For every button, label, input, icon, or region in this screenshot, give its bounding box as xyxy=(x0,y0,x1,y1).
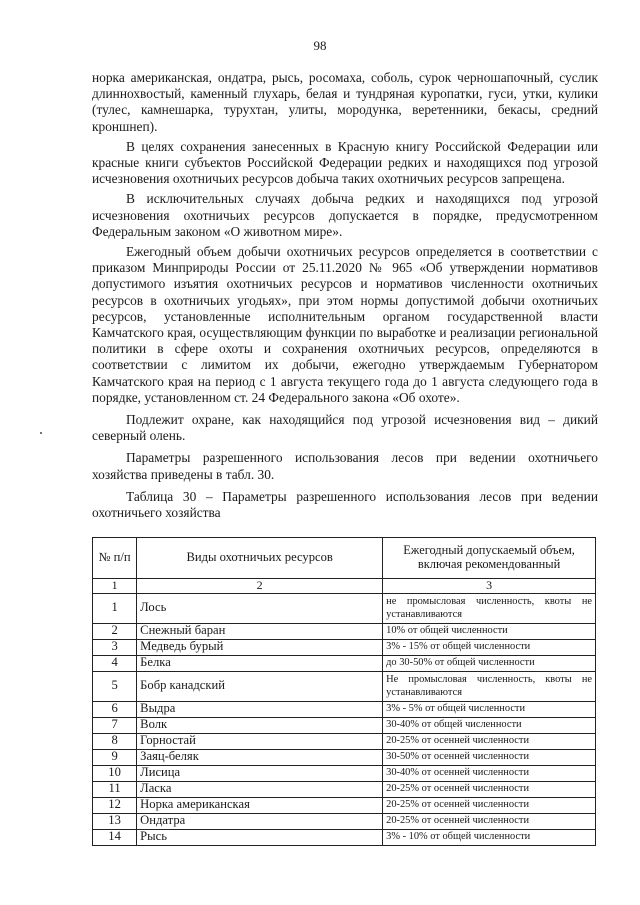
row-number: 8 xyxy=(93,733,137,749)
resource-name: Рысь xyxy=(137,829,383,845)
paragraph-reindeer-protection: Подлежит охране, как находящийся под угрозой исчезновения вид – дикий северный олень. xyxy=(92,412,598,444)
table-caption: Таблица 30 – Параметры разрешенного использования лесов при ведении охотничьего хозяйства xyxy=(92,488,598,521)
paragraph-hunting-species-list: норка американская, ондатра, рысь, росомаха, соболь, сурок черношапочный, суслик длиннохвостый, каменный глухарь, белая и тундряная куропатки, гуси, утки, кулики (тулес, камнешарка, турухтан, улиты, мородунка, веретенники, бекасы, средний кроншнеп). xyxy=(92,70,598,134)
header-annual-volume: Ежегодный допускаемый объем, включая рекомендованный xyxy=(383,538,596,579)
row-number: 12 xyxy=(93,797,137,813)
table-row xyxy=(93,733,596,749)
table-row xyxy=(93,717,596,733)
paragraph-annual-volume: Ежегодный объем добычи охотничьих ресурсов определяется в соответствии с приказом Минприроды России от 25.11.2020 № 965 «Об утверждении нормативов допустимого изъятия охотничьих ресурсов и нормативов численности охотничьих ресурсов в охотничьих угодьях», при этом нормы допустимой добычи охотничьих ресурсов, установленные исполнительным органом государственной власти Камчатского края, осуществляющим функции по выработке и реализации региональной политики в сфере охоты и сохранения охотничьих ресурсов, определяются в соответствии с лимитом их добычи, ежегодно утверждаемым Губернатором Камчатского края на период с 1 августа текущего года до 1 августа следующего года в порядке, установленном ст. 24 Федерального закона «Об охоте». xyxy=(92,244,598,405)
resource-norm: 30-50% от осенней численности xyxy=(383,749,596,765)
table-row xyxy=(93,797,596,813)
header-number: № п/п xyxy=(93,538,137,579)
row-number: 1 xyxy=(93,593,137,623)
resource-name: Снежный баран xyxy=(137,623,383,639)
table-header-row xyxy=(93,538,596,579)
resource-norm: 3% - 15% от общей численности xyxy=(383,639,596,655)
paragraph-red-book: В целях сохранения занесенных в Красную книгу Российской Федерации или красные книги субъектов Российской Федерации редких и находящихся под угрозой исчезновения охотничьих ресурсов добыча таких охотничьих ресурсов запрещена. xyxy=(92,138,598,187)
row-number: 6 xyxy=(93,701,137,717)
resource-name: Лисица xyxy=(137,765,383,781)
resource-norm: Не промысловая численность, квоты не устанавливаются xyxy=(383,671,596,701)
resource-norm: до 30-50% от общей численности xyxy=(383,655,596,671)
resource-norm: 3% - 10% от общей численности xyxy=(383,829,596,845)
forest-use-parameters-table xyxy=(92,537,596,846)
table-row xyxy=(93,639,596,655)
resource-name: Ондатра xyxy=(137,813,383,829)
row-number: 11 xyxy=(93,781,137,797)
table-row xyxy=(93,813,596,829)
table-row xyxy=(93,593,596,623)
column-number-1: 1 xyxy=(93,579,137,594)
resource-norm: 30-40% от осенней численности xyxy=(383,765,596,781)
resource-name: Белка xyxy=(137,655,383,671)
table-row xyxy=(93,671,596,701)
table-row xyxy=(93,623,596,639)
row-number: 4 xyxy=(93,655,137,671)
paragraph-table-reference: Параметры разрешенного использования лесов при ведении охотничьего хозяйства приведены в табл. 30. xyxy=(92,450,598,482)
row-number: 2 xyxy=(93,623,137,639)
resource-name: Заяц-беляк xyxy=(137,749,383,765)
row-number: 5 xyxy=(93,671,137,701)
resource-name: Ласка xyxy=(137,781,383,797)
resource-norm: 20-25% от осенней численности xyxy=(383,733,596,749)
resource-name: Бобр канадский xyxy=(137,671,383,701)
table-column-numbers-row xyxy=(93,579,596,594)
scan-speck xyxy=(40,432,42,434)
resource-name: Выдра xyxy=(137,701,383,717)
resource-norm: не промысловая численность, квоты не устанавливаются xyxy=(383,593,596,623)
page-number: 98 xyxy=(313,38,327,53)
resource-name: Норка американская xyxy=(137,797,383,813)
resource-norm: 20-25% от осенней численности xyxy=(383,813,596,829)
row-number: 7 xyxy=(93,717,137,733)
row-number: 14 xyxy=(93,829,137,845)
row-number: 3 xyxy=(93,639,137,655)
resource-name: Медведь бурый xyxy=(137,639,383,655)
table-row xyxy=(93,765,596,781)
column-number-2: 2 xyxy=(137,579,383,594)
resource-norm: 10% от общей численности xyxy=(383,623,596,639)
resource-norm: 3% - 5% от общей численности xyxy=(383,701,596,717)
table-row xyxy=(93,655,596,671)
table-row xyxy=(93,829,596,845)
row-number: 10 xyxy=(93,765,137,781)
row-number: 9 xyxy=(93,749,137,765)
table-row xyxy=(93,749,596,765)
column-number-3: 3 xyxy=(383,579,596,594)
body-text xyxy=(92,70,598,525)
row-number: 13 xyxy=(93,813,137,829)
table-row xyxy=(93,701,596,717)
header-resource-type: Виды охотничьих ресурсов xyxy=(137,538,383,579)
resource-name: Волк xyxy=(137,717,383,733)
table-row xyxy=(93,781,596,797)
resource-norm: 30-40% от общей численности xyxy=(383,717,596,733)
resource-name: Лось xyxy=(137,593,383,623)
paragraph-exceptional-cases: В исключительных случаях добыча редких и находящихся под угрозой исчезновения охотничьих ресурсов допускается в порядке, предусмотренном Федеральным законом «О животном мире». xyxy=(92,191,598,239)
resource-name: Горностай xyxy=(137,733,383,749)
resource-norm: 20-25% от осенней численности xyxy=(383,781,596,797)
resource-norm: 20-25% от осенней численности xyxy=(383,797,596,813)
